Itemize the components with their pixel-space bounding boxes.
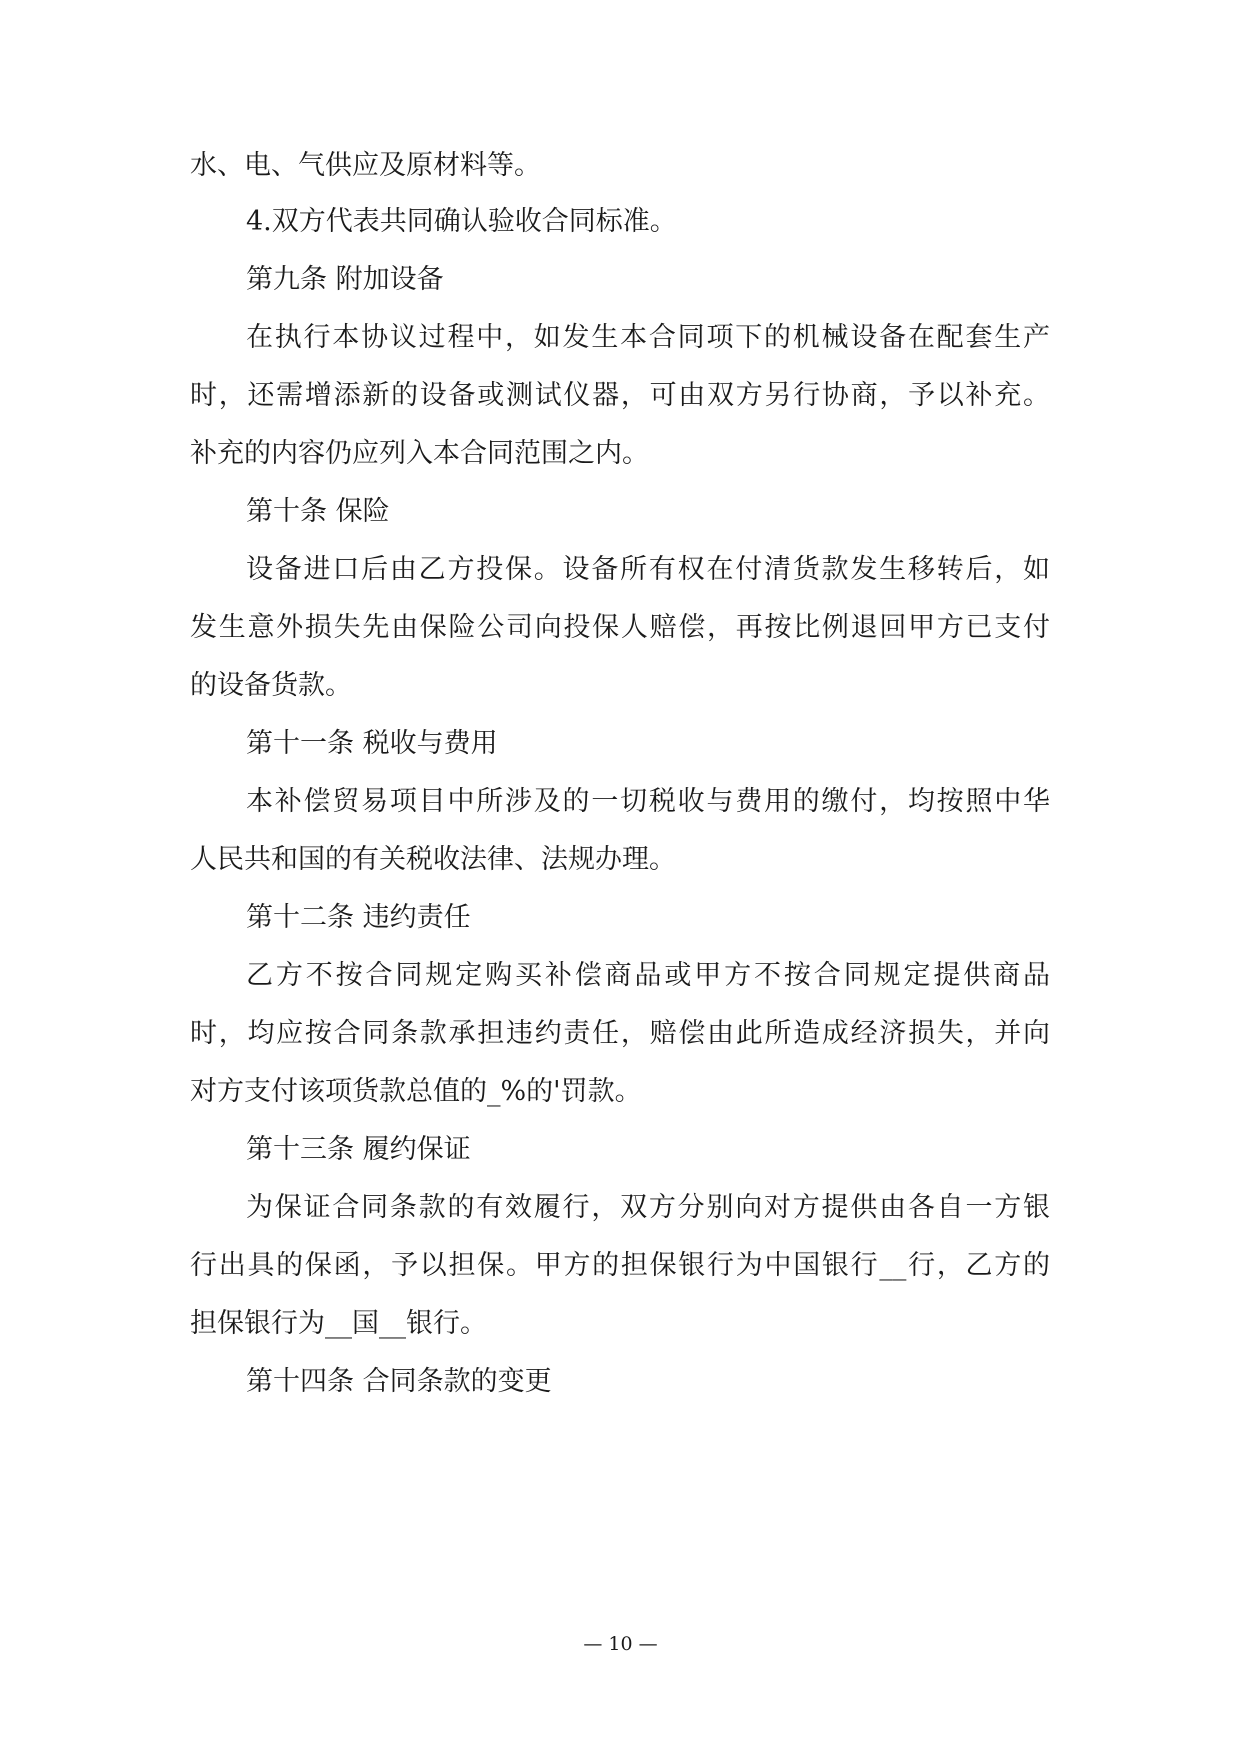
list-item-line: 4.双方代表共同确认验收合同标准。 — [246, 206, 677, 237]
paragraph-first-line: 为保证合同条款的有效履行，双方分别向对方提供由各自一方银 — [246, 1192, 1050, 1223]
paragraph-line: 行出具的保函，予以担保。甲方的担保银行为中国银行__行，乙方的 — [190, 1250, 1050, 1281]
paragraph-first-line: 乙方不按合同规定购买补偿商品或甲方不按合同规定提供商品 — [246, 960, 1050, 991]
article-heading: 第十二条 违约责任 — [246, 902, 471, 933]
page-number: — 10 — — [583, 1633, 658, 1655]
article-heading: 第十一条 税收与费用 — [246, 728, 498, 759]
article-heading: 第十三条 履约保证 — [246, 1134, 471, 1165]
paragraph-last-line: 的设备货款。 — [190, 670, 352, 701]
article-heading: 第十条 保险 — [246, 496, 390, 527]
paragraph-first-line: 本补偿贸易项目中所涉及的一切税收与费用的缴付，均按照中华 — [246, 786, 1050, 817]
paragraph-last-line: 人民共和国的有关税收法律、法规办理。 — [190, 844, 676, 875]
paragraph-first-line: 在执行本协议过程中，如发生本合同项下的机械设备在配套生产 — [246, 322, 1050, 353]
paragraph-last-line: 补充的内容仍应列入本合同范围之内。 — [190, 438, 649, 469]
paragraph-line: 发生意外损失先由保险公司向投保人赔偿，再按比例退回甲方已支付 — [190, 612, 1050, 643]
paragraph-last-line: 对方支付该项货款总值的_%的'罚款。 — [190, 1076, 642, 1107]
body-text-line: 水、电、气供应及原材料等。 — [190, 150, 541, 181]
paragraph-line: 时，还需增添新的设备或测试仪器，可由双方另行协商，予以补充。 — [190, 380, 1050, 411]
article-heading: 第九条 附加设备 — [246, 264, 444, 295]
article-heading: 第十四条 合同条款的变更 — [246, 1366, 552, 1397]
paragraph-first-line: 设备进口后由乙方投保。设备所有权在付清货款发生移转后，如 — [246, 554, 1050, 585]
paragraph-line: 时，均应按合同条款承担违约责任，赔偿由此所造成经济损失，并向 — [190, 1018, 1050, 1049]
paragraph-last-line: 担保银行为__国__银行。 — [190, 1308, 487, 1339]
